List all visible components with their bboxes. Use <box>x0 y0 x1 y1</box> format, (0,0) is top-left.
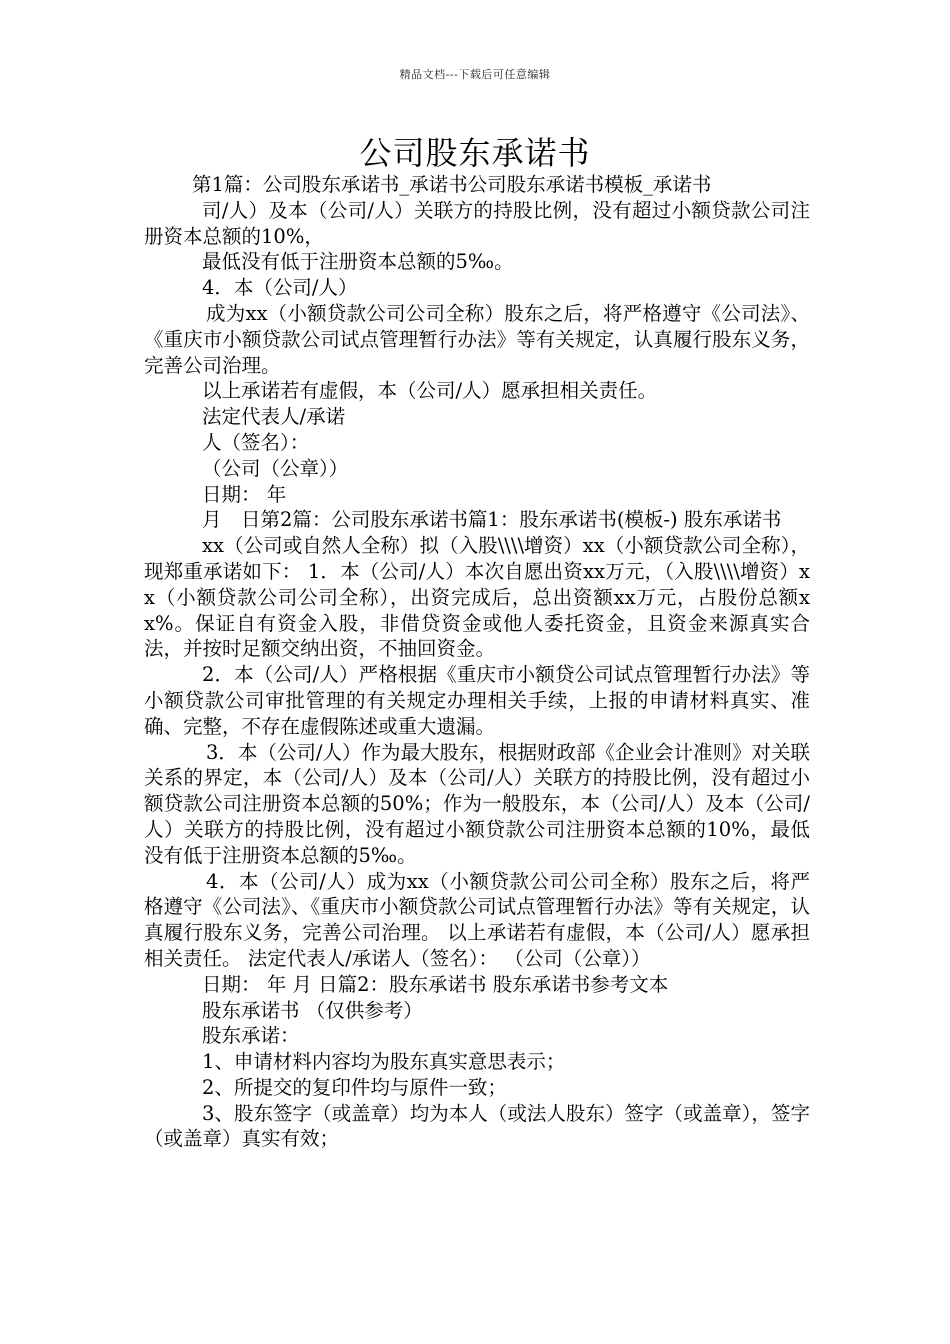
paragraph: 3．本（公司/人）作为最大股东，根据财政部《企业会计准则》对关联关系的界定，本（公司/人）及本（公司/人）关联方的持股比例，没有超过小额贷款公司注册资本总额的50%；作为一般股东，本（公司/人）及本（公司/人）关联方的持股比例，没有超过小额贷款公司注册资本总额的10%，最低没有低于注册资本总额的5‰。 <box>144 740 810 867</box>
paragraph: 4．本（公司/人）成为xx（小额贷款公司公司全称）股东之后，将严格遵守《公司法》、《重庆市小额贷款公司试点管理暂行办法》等有关规定，认真履行股东义务，完善公司治理。 以上承诺若有虚假，本（公司/人）愿承担相关责任。 法定代表人/承诺人（签名）： （公司（公章）） <box>144 869 810 970</box>
paragraph: 2、所提交的复印件均与原件一致； <box>202 1075 507 1099</box>
paragraph: 成为xx（小额贷款公司公司全称）股东之后，将严格遵守《公司法》、《重庆市小额贷款公司试点管理暂行办法》等有关规定，认真履行股东义务，完善公司治理。 <box>144 301 810 377</box>
paragraph: 第1篇：公司股东承诺书_承诺书公司股东承诺书模板_承诺书 <box>192 173 712 196</box>
paragraph: 日期： 年 <box>202 482 287 506</box>
paragraph: 法定代表人/承诺 <box>202 405 346 429</box>
paragraph: 以上承诺若有虚假，本（公司/人）愿承担相关责任。 <box>202 379 658 403</box>
paragraph: 人（签名）： <box>202 430 310 454</box>
paragraph: 2．本（公司/人）严格根据《重庆市小额贷公司试点管理暂行办法》等小额贷款公司审批管理的有关规定办理相关手续，上报的申请材料真实、准确、完整，不存在虚假陈述或重大遗漏。 <box>144 663 810 738</box>
paragraph: 3、股东签字（或盖章）均为本人（或法人股东）签字（或盖章），签字（或盖章）真实有效； <box>144 1101 810 1151</box>
paragraph: 1、申请材料内容均为股东真实意思表示； <box>202 1050 566 1074</box>
paragraph: 日期： 年 月 日篇2：股东承诺书 股东承诺书参考文本 <box>202 972 669 996</box>
paragraph: 最低没有低于注册资本总额的5‰。 <box>202 250 514 274</box>
paragraph: 司/人）及本（公司/人）关联方的持股比例，没有超过小额贷款公司注册资本总额的10%， <box>144 198 810 248</box>
document-title: 公司股东承诺书 <box>359 134 591 172</box>
paragraph: 股东承诺： <box>202 1024 300 1048</box>
paragraph: xx（公司或自然人全称）拟（入股\\\\增资）xx（小额贷款公司全称），现郑重承诺如下： 1．本（公司/人）本次自愿出资xx万元，（入股\\\\增资）xx（小额贷款公司公司全称），出资完成后，总出资额xx万元，占股份总额xx%。保证自有资金入股，非借贷资金或他人委托资金，且资金来源真实合法，并按时足额交纳出资，不抽回资金。 <box>144 534 810 661</box>
paragraph: 股东承诺书 （仅供参考） <box>202 998 423 1022</box>
header-note: 精品文档---下载后可任意编辑 <box>399 68 551 81</box>
document-body <box>144 172 810 1152</box>
paragraph: 月 日第2篇：公司股东承诺书篇1：股东承诺书(模板-) 股东承诺书 <box>202 508 782 532</box>
paragraph: （公司（公章）） <box>202 456 349 480</box>
paragraph: 4．本（公司/人） <box>202 276 358 300</box>
